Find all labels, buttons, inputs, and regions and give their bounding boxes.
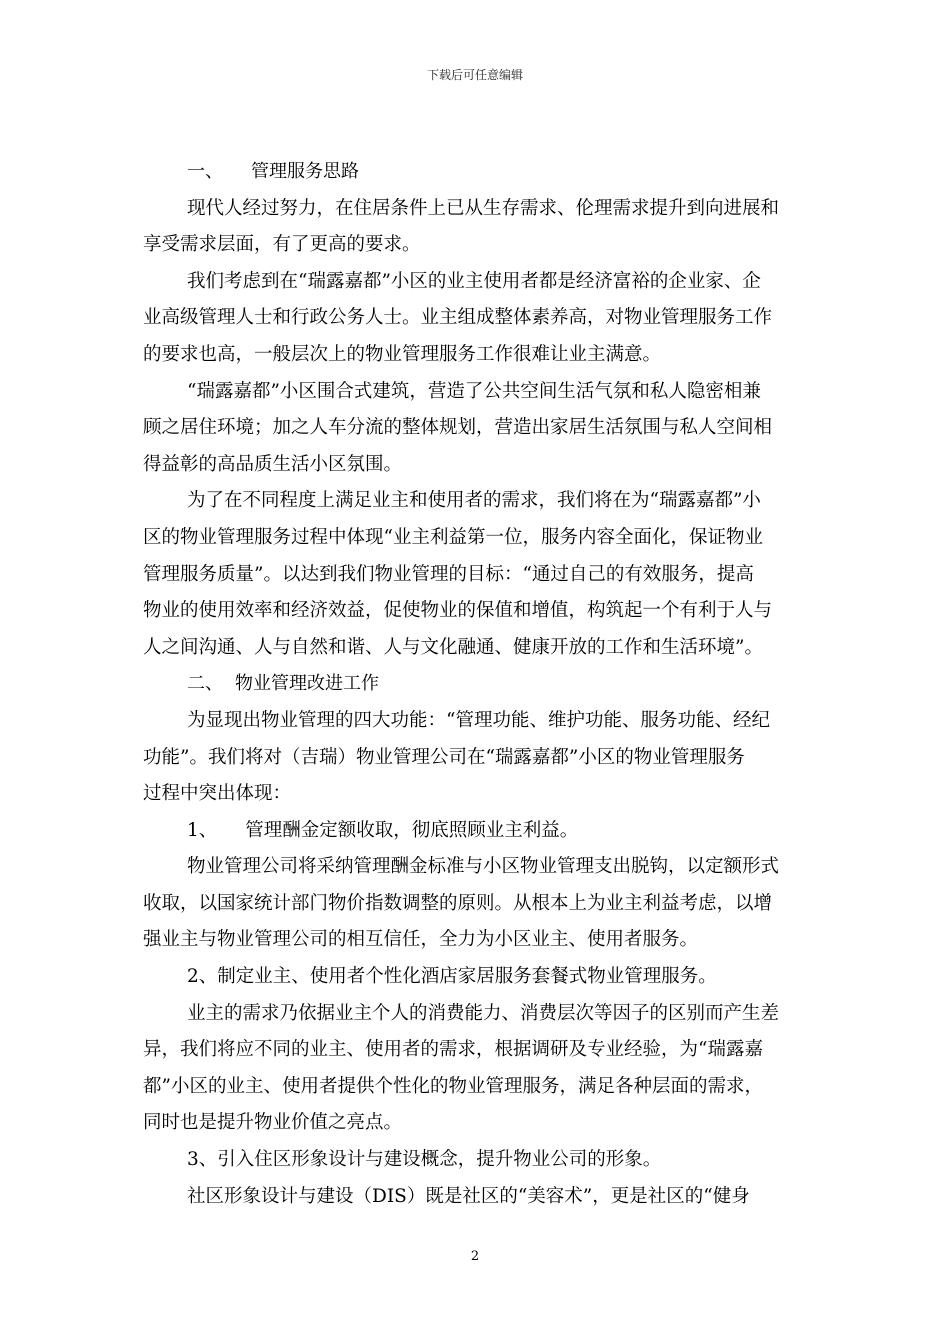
paragraph-line: 收取，以国家统计部门物价指数调整的原则。从根本上为业主利益考虑，以增 [143, 892, 773, 914]
paragraph-line: 功能”。我们将对（吉瑞）物业管理公司在“瑞露嘉都”小区的物业管理服务 [143, 746, 745, 768]
paragraph [143, 191, 807, 264]
section-number: 二、 [187, 673, 223, 695]
paragraph-line: 为显现出物业管理的四大功能：“管理功能、维护功能、服务功能、经纪 [187, 709, 770, 731]
paragraph-line: 现代人经过努力，在住居条件上已从生存需求、伦理需求提升到向进展和 [187, 197, 780, 219]
paragraph-line: 同时也是提升物业价值之亮点。 [143, 1112, 403, 1134]
paragraph-line: 享受需求层面，有了更高的要求。 [143, 234, 421, 256]
paragraph-line: 顾之居住环境；加之人车分流的整体规划，营造出家居生活氛围与私人空间相 [143, 417, 773, 439]
paragraph-line: 的要求也高，一般层次上的物业管理服务工作很难让业主满意。 [143, 343, 662, 365]
list-item-1 [143, 813, 807, 850]
paragraph [143, 483, 807, 666]
section-heading-2 [143, 666, 807, 703]
paragraph-line: 管理服务质量”。以达到我们物业管理的目标：“通过自己的有效服务，提高 [143, 563, 754, 585]
paragraph [143, 849, 807, 959]
paragraph-line: 强业主与物业管理公司的相互信任，全力为小区业主、使用者服务。 [143, 929, 699, 951]
paragraph-line: 都”小区的业主、使用者提供个性化的物业管理服务，满足各种层面的需求， [143, 1075, 763, 1097]
paragraph-line: 得益彰的高品质生活小区氛围。 [143, 453, 403, 475]
section-heading-1 [143, 154, 807, 191]
list-item-title: 管理酬金定额收取，彻底照顾业主利益。 [245, 819, 579, 841]
page-number: 2 [470, 1249, 480, 1264]
paragraph-line: 过程中突出体现： [143, 783, 292, 805]
section-number: 一、 [187, 161, 223, 182]
paragraph-line: 物业的使用效率和经济效益，促使物业的保值和增值，构筑起一个有利于人与 [143, 600, 773, 622]
paragraph-line: 物业管理公司将采纳管理酬金标准与小区物业管理支出脱钩，以定额形式 [187, 856, 780, 878]
paragraph [143, 1179, 807, 1216]
paragraph-line: 为了在不同程度上满足业主和使用者的需求，我们将在为“瑞露嘉都”小 [187, 490, 761, 512]
paragraph-line: 异，我们将应不同的业主、使用者的需求，根据调研及专业经验，为“瑞露嘉 [143, 1039, 763, 1061]
paragraph-line: “瑞露嘉都”小区围合式建筑，营造了公共空间生活气氛和私人隐密相兼 [187, 380, 761, 402]
paragraph-line: 区的物业管理服务过程中体现“业主利益第一位，服务内容全面化，保证物业 [143, 526, 763, 548]
header-note: 下载后可任意编辑 [426, 68, 523, 82]
paragraph [143, 703, 807, 813]
paragraph [143, 374, 807, 484]
paragraph-line: 业高级管理人士和行政公务人士。业主组成整体素养高，对物业管理服务工作 [143, 307, 773, 329]
section-title: 管理服务思路 [251, 161, 359, 182]
list-item-2: 2、制定业主、使用者个性化酒店家居服务套餐式物业管理服务。 [187, 966, 717, 988]
document-body [143, 154, 807, 1215]
section-title: 物业管理改进工作 [235, 673, 379, 695]
paragraph [143, 996, 807, 1142]
paragraph-line: 业主的需求乃依据业主个人的消费能力、消费层次等因子的区别而产生差 [187, 1002, 780, 1024]
paragraph-line: 人之间沟通、人与自然和谐、人与文化融通、健康开放的工作和生活环境”。 [143, 636, 763, 658]
list-item-3: 3、引入住区形象设计与建设概念，提升物业公司的形象。 [187, 1149, 662, 1171]
paragraph [143, 264, 807, 374]
paragraph-line: 我们考虑到在“瑞露嘉都”小区的业主使用者都是经济富裕的企业家、企 [187, 270, 761, 292]
list-item-number: 1、 [187, 819, 218, 841]
paragraph-line: 社区形象设计与建设（DIS）既是社区的“美容术”，更是社区的“健身 [187, 1185, 750, 1207]
